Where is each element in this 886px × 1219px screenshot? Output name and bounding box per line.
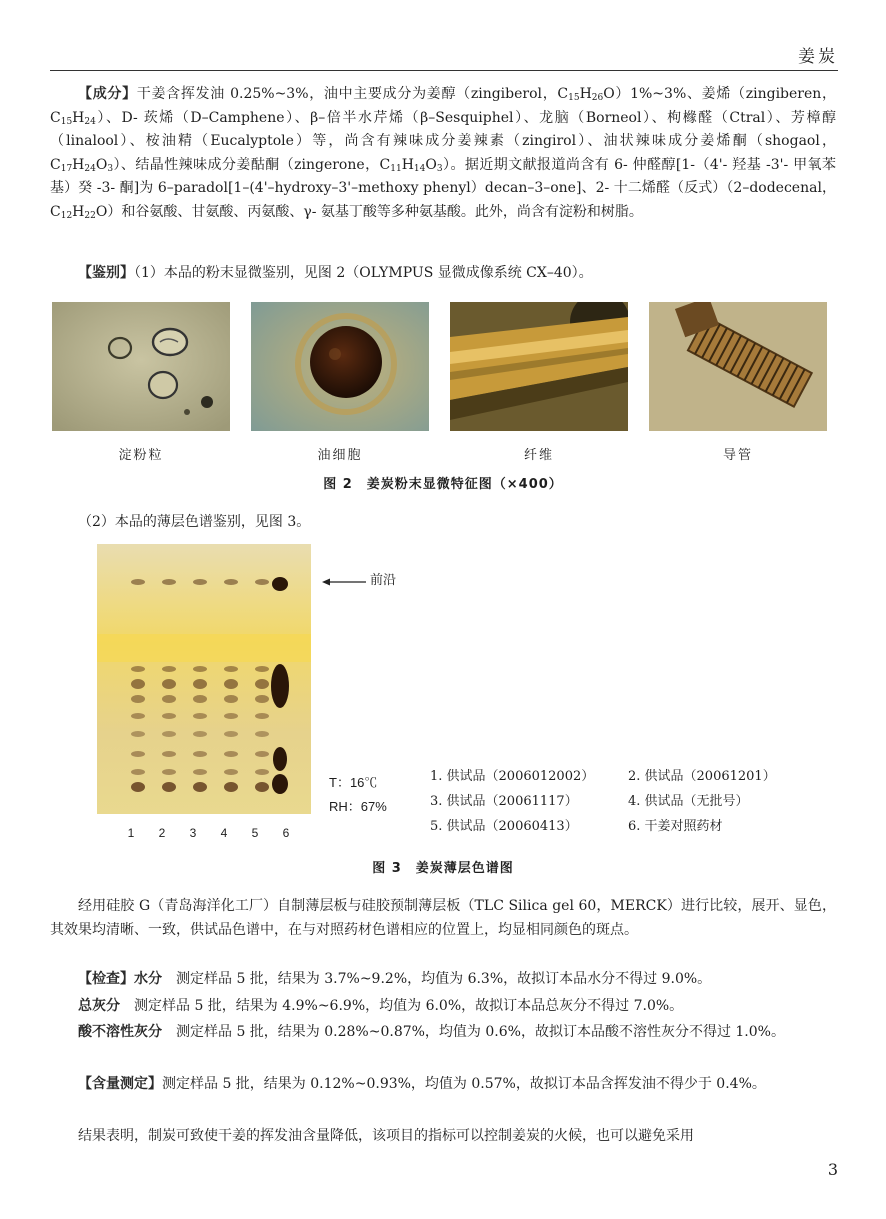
tlc-band [193, 731, 207, 737]
micro-caption-starch: 淀粉粒 [118, 448, 164, 463]
tlc-band [255, 731, 269, 737]
identification-label: 【鉴别】 [78, 265, 134, 281]
tlc-band [255, 713, 269, 719]
humidity-label: RH：67% [329, 799, 387, 814]
assay-paragraph: 【含量测定】测定样品 5 批，结果为 0.12%~0.93%，均值为 0.57%，故拟订本品含挥发油不得少于 0.4%。 [78, 1076, 766, 1092]
micro-caption-fiber: 纤维 [523, 448, 554, 463]
tlc-band [255, 751, 269, 757]
tlc-band [193, 769, 207, 775]
tlc-band [193, 713, 207, 719]
tlc-band [224, 579, 238, 585]
tlc-band [224, 695, 238, 703]
lane-number-2: 2 [158, 826, 166, 840]
tlc-band [131, 731, 145, 737]
tlc-band [193, 782, 207, 792]
legend-item-5: 5. 供试品（20060413） [430, 819, 578, 834]
acid-ash-label: 酸不溶性灰分 [78, 1024, 162, 1040]
assay-label: 【含量测定】 [78, 1076, 162, 1092]
tlc-band [131, 751, 145, 757]
tlc-band [255, 782, 269, 792]
header-rule [50, 70, 838, 71]
tlc-band [224, 751, 238, 757]
water-label: 水分 [134, 971, 162, 987]
tlc-band [255, 769, 269, 775]
legend-item-2: 2. 供试品（20061201） [628, 769, 776, 784]
tlc-intro-text: （2）本品的薄层色谱鉴别，见图 3。 [78, 514, 311, 530]
tlc-band [162, 695, 176, 703]
conclusion-paragraph: 结果表明，制炭可致使干姜的挥发油含量降低，该项目的指标可以控制姜炭的火候，也可以避免采用 [78, 1128, 694, 1144]
tlc-band [162, 731, 176, 737]
page-number: 3 [827, 1160, 838, 1179]
tlc-band [131, 679, 145, 689]
tlc-band [193, 679, 207, 689]
total-ash-paragraph: 总灰分 测定样品 5 批，结果为 4.9%~6.9%，均值为 6.0%，故拟订本品总灰分不得过 7.0%。 [78, 998, 684, 1014]
tlc-band [193, 579, 207, 585]
running-header-title: 姜炭 [798, 47, 838, 67]
tlc-result-paragraph: 经用硅胶 G（青岛海洋化工厂）自制薄层板与硅胶预制薄层板（TLC Silica gel 60，MERCK）进行比较，展开、显色，其效果均清晰、一致，供试品色谱中，在与对照药材色谱相应的位置上，均显相同颜色的斑点。 [50, 898, 836, 938]
water-content-paragraph: 【检查】水分 测定样品 5 批，结果为 3.7%~9.2%，均值为 6.3%，故拟订本品水分不得过 9.0%。 [78, 971, 712, 987]
composition-label: 【成分】 [78, 86, 137, 102]
tlc-band [162, 666, 176, 672]
legend-item-4: 4. 供试品（无批号） [628, 794, 749, 809]
tlc-band [131, 666, 145, 672]
lane-number-6: 6 [282, 826, 290, 840]
temperature-label: T：16℃ [329, 775, 378, 790]
lane-number-3: 3 [189, 826, 197, 840]
tlc-plate-image [97, 544, 311, 814]
tlc-band [255, 579, 269, 585]
tlc-band [193, 751, 207, 757]
tlc-band [193, 695, 207, 703]
tlc-band [162, 751, 176, 757]
lane-number-5: 5 [251, 826, 259, 840]
lane-number-4: 4 [220, 826, 228, 840]
legend-item-3: 3. 供试品（20061117） [430, 794, 578, 809]
tlc-band [224, 731, 238, 737]
total-ash-label: 总灰分 [78, 998, 120, 1014]
tlc-band [162, 579, 176, 585]
tlc-band [224, 769, 238, 775]
micro-caption-oil-cell: 油细胞 [317, 448, 363, 463]
tlc-band [224, 713, 238, 719]
tlc-band [193, 666, 207, 672]
tlc-band [131, 769, 145, 775]
front-arrow-icon [322, 572, 366, 582]
tlc-band [224, 782, 238, 792]
composition-paragraph: 【成分】干姜含挥发油 0.25%~3%，油中主要成分为姜醇（zingiberol，$C_{15}H_{26}O)1\%\sim 3\%$、姜烯（zingiberen，$C_{15}H_{24}$）、D- 莰烯（D–Camphene）、β–倍半水芹烯（β–Sesquiphel）、龙脑（Borneol）、枸橼醛（Ctral）、芳樟醇（linalool）、桉油精（Eucalyptole）等，尚含有辣味成分姜辣素（zingirol）、油状辣味成分姜烯酮（shogaol，$C_{17}H_{24}O_3$）、结晶性辣味成分姜酤酮（zingerone，$C_{11}H_{14}O_3$）。据近期文献报道尚含有 6- 仲醛醇[1-（4'- 羟基 -3'- 甲氧苯基）癸 -3- 酮]为 6–paradol[1–(4'–hydroxy–3'–methoxy phenyl）decan–3–one]、2- 十二烯醛（反式）（2–dodecenal，$C_{12}H_{22}O$）和谷氨酸、甘氨酸、丙氨酸、γ- 氨基丁酸等多种氨基酸。此外，尚含有淀粉和树脂。 [50, 86, 836, 221]
tlc-band [255, 695, 269, 703]
tlc-band [131, 579, 145, 585]
tlc-band [255, 666, 269, 672]
tlc-band [162, 782, 176, 792]
micro-caption-vessel: 导管 [722, 448, 753, 463]
fiber-micrograph [450, 302, 628, 431]
tlc-band [162, 713, 176, 719]
solvent-front-label: 前沿 [370, 573, 397, 588]
tlc-band [255, 679, 269, 689]
tlc-band [162, 769, 176, 775]
tlc-band [131, 695, 145, 703]
tlc-band [162, 679, 176, 689]
tlc-band [131, 782, 145, 792]
lane-number-1: 1 [127, 826, 135, 840]
tlc-band [224, 666, 238, 672]
vessel-micrograph [649, 302, 827, 431]
legend-item-1: 1. 供试品（2006012002） [430, 769, 595, 784]
inspection-label: 【检查】 [78, 971, 134, 987]
figure-3-caption: 图 3 姜炭薄层色谱图 [372, 861, 514, 876]
tlc-band [131, 713, 145, 719]
tlc-band [224, 679, 238, 689]
acid-insoluble-ash-paragraph: 酸不溶性灰分 测定样品 5 批，结果为 0.28%~0.87%，均值为 0.6%，故拟订本品酸不溶性灰分不得过 1.0%。 [78, 1024, 785, 1040]
legend-item-6: 6. 干姜对照药材 [628, 819, 723, 834]
oil-cell-micrograph [251, 302, 429, 431]
starch-granule-micrograph [52, 302, 230, 431]
figure-2-caption: 图 2 姜炭粉末显微特征图（×400） [323, 477, 563, 492]
identification-paragraph: 【鉴别】（1）本品的粉末显微鉴别，见图 2（OLYMPUS 显微成像系统 CX–40）。 [78, 265, 593, 281]
